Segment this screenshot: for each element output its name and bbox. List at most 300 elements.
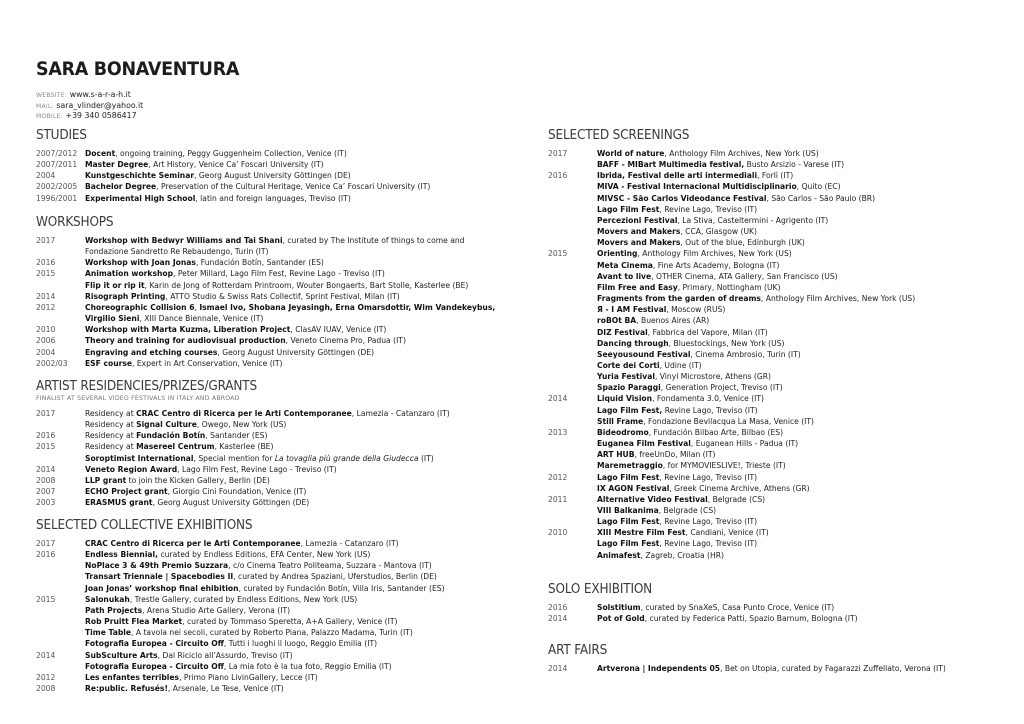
section-art-fairs: [548, 643, 988, 674]
entry-title: Workshop with Joan Jonas: [85, 258, 196, 268]
list-item: [548, 494, 988, 505]
entry-detail: , Fundación Bilbao Arte, Bilbao (ES): [648, 427, 784, 437]
entry-year: 2014: [36, 650, 56, 660]
list-item: [36, 235, 516, 246]
list-item: [548, 527, 988, 538]
list-item: [36, 148, 516, 159]
entry-detail: , Georg August University Göttingen (DE): [194, 171, 351, 181]
entry-detail: , curated by Andrea Spaziani, Uferstudios, Berlin (DE): [233, 572, 437, 582]
entry-detail: Fondazione Sandretto Re Rebaudengo, Turin (IT): [85, 247, 269, 257]
entry-title: MIVA - Festival Internacional Multidisciplinario: [597, 182, 797, 192]
entry-year: 2008: [36, 475, 56, 485]
entry-title: Artverona | Independents 05: [597, 664, 721, 673]
entry-detail: , Fine Arts Academy, Bologna (IT): [652, 260, 780, 270]
entry-detail: , Revine Lago, Treviso (IT): [659, 539, 758, 549]
list-item: [36, 538, 516, 549]
entry-year: 2017: [36, 236, 56, 245]
list-item: [36, 497, 516, 508]
entry-detail: , Greek Cinema Archive, Athens (GR): [669, 483, 810, 493]
entry-year: 2012: [36, 672, 56, 682]
entry-title: Pot of Gold: [597, 614, 645, 624]
list-item: [36, 419, 516, 430]
entry-year: 2013: [548, 427, 568, 437]
list-item: [548, 271, 988, 282]
section-collective-exhibitions: [36, 518, 516, 694]
entry-detail: Revine Lago, Treviso (IT): [662, 405, 758, 415]
entry-detail: , Fabbrica del Vapore, Milan (IT): [647, 327, 768, 337]
entry-year: 2010: [36, 325, 56, 335]
list-item: [36, 486, 516, 497]
entry-text: [36, 348, 374, 357]
entry-title: Bachelor Degree: [85, 182, 157, 192]
section-workshops: [36, 215, 516, 369]
entry-title: Lago Film Fest: [597, 539, 660, 549]
entry-detail: , A tavola nei secoli, curated by Roberto Piana, Palazzo Madama, Turin (IT): [131, 628, 413, 638]
list-item: [548, 204, 988, 215]
entry-list: [548, 663, 988, 674]
entry-title: MIVSC - São Carlos Videodance Festival: [597, 193, 767, 203]
entry-detail: , Santander (ES): [205, 431, 268, 441]
list-item: [36, 246, 516, 257]
entry-title: Seeyousound Festival: [597, 349, 691, 359]
entry-detail: , Revine Lago, Treviso (IT): [659, 517, 758, 527]
list-item: [548, 393, 988, 404]
entry-text: [548, 372, 771, 381]
entry-detail: , Veneto Cinema Pro, Padua (IT): [285, 336, 406, 346]
entry-detail: , Georg August University Göttingen (DE): [217, 347, 375, 357]
entry-detail: , Revine Lago, Treviso (IT): [659, 204, 758, 214]
list-item: [36, 291, 516, 302]
list-item: [548, 248, 988, 259]
entry-detail: , Cinema Ambrosio, Turin (IT): [690, 349, 801, 359]
list-item: [548, 226, 988, 237]
entry-list: [36, 408, 516, 508]
list-item: [36, 475, 516, 486]
entry-year: 2002/2005: [36, 182, 78, 192]
entry-title: CRAC Centro di Ricerca per le Arti Contemporanee: [85, 539, 301, 548]
list-item: [548, 315, 988, 326]
entry-year: 2017: [548, 149, 568, 158]
entry-title: VIII Balkanima: [597, 506, 659, 515]
list-item: [36, 672, 516, 683]
list-item: [548, 360, 988, 371]
list-item: [548, 148, 988, 159]
list-item: [548, 193, 988, 204]
list-item: [548, 538, 988, 549]
entry-text: [36, 336, 406, 345]
entry-text: [36, 182, 430, 191]
entry-title: Path Projects: [85, 605, 143, 615]
entry-detail: , Kasterlee (BE): [214, 442, 274, 452]
entry-list: [36, 148, 516, 204]
entry-detail: , ClasAV IUAV, Venice (IT): [290, 325, 387, 335]
entry-detail: Residency at: [85, 409, 137, 418]
list-item: [36, 549, 516, 560]
entry-title: Yuria Festival: [597, 372, 655, 382]
entry-text: [548, 283, 781, 292]
entry-detail: , freeUnDo, Milan (IT): [634, 450, 716, 460]
list-item: [548, 159, 988, 170]
list-item: [36, 616, 516, 627]
contact-info: [36, 90, 336, 122]
entry-text: [548, 361, 702, 370]
entry-detail: , curated by Fundación Botín, Villa Iris, Santander (ES): [238, 583, 445, 593]
list-item: [36, 661, 516, 672]
list-item: [36, 571, 516, 582]
entry-text: [548, 450, 715, 459]
list-item: [548, 327, 988, 338]
entry-detail: , for MYMOVIESLIVE!, Trieste (IT): [662, 461, 786, 471]
entry-text: [36, 628, 413, 637]
entry-title: Workshop with Marta Kuzma, Liberation Project: [85, 325, 291, 335]
entry-title: Engraving and etching courses: [85, 347, 218, 357]
entry-detail: , Revine Lago, Treviso (IT): [659, 472, 758, 482]
entry-year: 2015: [548, 249, 568, 259]
entry-title: Virgilio Sieni: [85, 314, 140, 324]
list-item: [548, 472, 988, 483]
section-title: WORKSHOPS: [36, 215, 114, 230]
entry-detail: , Preservation of the Cultural Heritage, Venice Ca’ Foscari University (IT): [156, 182, 431, 192]
entry-year: 2006: [36, 336, 56, 346]
entry-title: World of nature: [597, 149, 665, 158]
entry-title: Soroptimist International: [85, 453, 194, 463]
entry-detail: , c/o Cinema Teatro Politeama, Suzzara - Mantova (IT): [228, 561, 432, 571]
entry-text: [36, 561, 432, 570]
entry-title: Solstitium: [597, 603, 641, 612]
list-item: [36, 181, 516, 192]
list-item: [36, 358, 516, 369]
contact-label: WEBSITE:: [36, 92, 68, 99]
entry-year: 2007/2012: [36, 149, 78, 158]
entry-text: [36, 454, 434, 463]
list-item: [548, 382, 988, 393]
entry-year: 2012: [36, 302, 56, 312]
list-item: [36, 464, 516, 475]
entry-detail: , Giorgio Cini Foundation, Venice (IT): [167, 487, 307, 497]
entry-title: Master Degree: [85, 160, 149, 170]
entry-title: Risograph Printing: [85, 291, 166, 301]
list-item: [36, 302, 516, 313]
entry-text: [36, 662, 392, 671]
entry-title: Я - I AM Festival: [597, 305, 667, 315]
entry-detail: , Lago Film Fest, Revine Lago - Treviso (IT): [177, 464, 337, 474]
entry-text: [548, 305, 725, 314]
entry-detail: , Anthology Film Archives, New York (US): [637, 249, 792, 259]
entry-detail: Residency at: [85, 420, 137, 430]
entry-title: Lago Film Fest: [597, 204, 660, 214]
entry-title: Fotografia Europea - Circuito Off: [85, 639, 224, 649]
entry-text: [36, 269, 385, 278]
list-item: [36, 627, 516, 638]
entry-year: 2014: [36, 464, 56, 474]
entry-title: NoPlace 3 & 49th Premio Suzzara: [85, 561, 229, 571]
entry-text: [548, 339, 784, 348]
entry-text: [548, 194, 875, 203]
entry-detail: , curated by SnaXeS, Casa Punto Croce, Venice (IT): [640, 603, 835, 612]
entry-detail: , Vinyl Microstore, Athens (GR): [654, 372, 771, 382]
entry-list: [548, 148, 988, 561]
entry-detail: , XIII Dance Biennale, Venice (IT): [139, 314, 264, 324]
entry-detail: , Euganean Hills - Padua (IT): [690, 439, 799, 449]
entry-detail: , Bet on Utopia, curated by Fagarazzi Zuffellato, Verona (IT): [720, 664, 946, 673]
entry-detail: , Belgrade (CS): [658, 506, 717, 515]
contact-website: [36, 90, 336, 101]
entry-text: [36, 539, 399, 548]
entry-text: [548, 664, 946, 673]
entry-detail: , Fondazione Bevilacqua La Masa, Venice (IT): [643, 416, 815, 426]
list-item: [36, 430, 516, 441]
entry-text: [548, 517, 757, 526]
list-item: [548, 170, 988, 181]
entry-text: [548, 439, 798, 448]
entry-text: [36, 639, 377, 648]
entry-title: Rob Pruitt Flea Market: [85, 617, 183, 627]
list-item: [548, 416, 988, 427]
entry-title: Lago Film Fest: [597, 517, 660, 527]
entry-detail: Residency at: [85, 442, 137, 452]
entry-detail: , Anthology Film Archives, New York (US): [664, 149, 819, 158]
entry-year: 2017: [36, 539, 56, 548]
entry-title: LLP grant: [85, 475, 127, 485]
entry-text: [548, 406, 758, 415]
entry-text: [548, 328, 768, 337]
contact-mail: [36, 101, 336, 112]
entry-title: BAFF - MIBart Multimedia festival,: [597, 160, 745, 170]
entry-text: [36, 550, 370, 559]
list-item: [36, 268, 516, 279]
entry-title: ECHO Project grant: [85, 487, 168, 497]
website-link[interactable]: www.s-a-r-a-h.it: [69, 90, 131, 99]
entry-year: 2016: [548, 603, 568, 612]
entry-text: [36, 281, 468, 290]
entry-title: Alternative Video Festival: [597, 494, 708, 504]
list-item: [548, 483, 988, 494]
list-item: [36, 193, 516, 204]
entry-detail: , Belgrade (CS): [707, 494, 766, 504]
list-item: [548, 405, 988, 416]
list-item: [36, 441, 516, 452]
entry-year: 2003: [36, 498, 56, 508]
entry-title: Movers and Makers: [597, 227, 681, 237]
entry-title: Kunstgeschichte Seminar: [85, 171, 195, 181]
list-item: [548, 237, 988, 248]
entry-detail: to join the Kicken Gallery, Berlin (DE): [126, 475, 270, 485]
entry-year: 2007/2011: [36, 160, 78, 170]
entry-title: Endless Biennial,: [85, 550, 159, 560]
entry-title: ART HUB: [597, 450, 635, 460]
entry-text: [36, 572, 437, 581]
entry-detail: , Dal Riciclo all’Assurdo, Treviso (IT): [157, 650, 293, 660]
entry-title: IX AGON Festival: [597, 483, 670, 493]
entry-detail: , Forlì (IT): [757, 171, 794, 181]
list-item: [548, 427, 988, 438]
entry-title: Docent: [85, 149, 116, 158]
phone-number: +39 340 0586417: [65, 111, 137, 121]
contact-label: MAIL:: [36, 102, 54, 110]
entry-list: [36, 538, 516, 694]
list-item: [548, 449, 988, 460]
entry-text: [548, 539, 757, 548]
list-item: [548, 293, 988, 304]
list-item: [548, 550, 988, 561]
list-item: [548, 663, 988, 674]
list-item: [548, 602, 988, 613]
entry-detail: , curated by Federica Patti, Spazio Barnum, Bologna (IT): [644, 614, 858, 624]
entry-text: [548, 551, 724, 560]
section-title: STUDIES: [36, 128, 87, 143]
section-title: SELECTED SCREENINGS: [548, 128, 690, 143]
entry-text: [548, 182, 841, 191]
entry-text: [36, 420, 286, 429]
entry-title: Joan Jonas’ workshop final ehibition: [85, 583, 239, 593]
entry-detail: , Moscow (RUS): [666, 305, 726, 315]
entry-detail: Busto Arsizio - Varese (IT): [744, 160, 845, 170]
entry-text: [36, 247, 269, 256]
entry-year: 2004: [36, 347, 56, 357]
entry-title: DIZ Festival: [597, 327, 648, 337]
list-item: [36, 159, 516, 170]
entry-title: Corte dei Corti: [597, 360, 660, 370]
entry-list: [36, 235, 516, 369]
list-item: [548, 516, 988, 527]
entry-detail: , Udine (IT): [659, 360, 702, 370]
entry-text: [548, 238, 805, 247]
entry-text: [36, 584, 445, 593]
entry-detail: , Art History, Venice Ca’ Foscari University (IT): [148, 160, 324, 170]
entry-year: 2011: [548, 494, 568, 504]
entry-detail: , Lamezia - Catanzaro (IT): [300, 539, 399, 548]
entry-detail: , Expert in Art Conservation, Venice (IT): [132, 358, 283, 368]
section-subtitle: FINALIST AT SEVERAL VIDEO FESTIVALS IN ITALY AND ABROAD: [36, 395, 240, 402]
entry-detail: , Anthology Film Archives, New York (US): [760, 294, 916, 304]
entry-detail: , Special mention for: [193, 453, 275, 463]
entry-year: 2017: [36, 409, 56, 418]
list-item: [548, 338, 988, 349]
entry-text: [548, 417, 814, 426]
list-item: [548, 181, 988, 192]
entry-title: Animafest: [597, 550, 641, 560]
list-item: [36, 594, 516, 605]
entry-title: ERASMUS grant: [85, 498, 153, 508]
entry-detail: , Trestle Gallery, curated by Endless Editions, New York (US): [129, 594, 358, 604]
email-link[interactable]: sara_vlinder@yahoo.it: [56, 100, 144, 110]
entry-detail: , Lamezia - Catanzaro (IT): [351, 409, 450, 418]
entry-detail: , Primo Piano LivinGallery, Lecce (IT): [179, 672, 318, 682]
entry-title: Avant to live: [597, 271, 652, 281]
entry-title: Experimental High School: [85, 193, 196, 203]
section-title: SOLO EXHIBITION: [548, 582, 653, 597]
entry-detail: , curated by Tommaso Speretta, A+A Gallery, Venice (IT): [182, 617, 398, 627]
entry-title: Dancing through: [597, 338, 669, 348]
entry-text: [548, 205, 757, 214]
list-item: [36, 453, 516, 464]
section-title: SELECTED COLLECTIVE EXHIBITIONS: [36, 518, 253, 533]
list-item: [36, 313, 516, 324]
entry-title: SubSculture Arts: [85, 650, 158, 660]
entry-title: Fotografia Europea - Circuito Off: [85, 661, 224, 671]
entry-title: Re:public. Refusés!: [85, 684, 168, 694]
list-item: [36, 605, 516, 616]
entry-title: Euganea Film Festival: [597, 439, 691, 449]
list-item: [548, 371, 988, 382]
entry-year: 2007: [36, 487, 56, 497]
contact-mobile: [36, 111, 336, 122]
section-residencies: [36, 379, 516, 508]
list-item: [548, 260, 988, 271]
list-item: [36, 650, 516, 661]
entry-detail: , São Carlos - São Paulo (BR): [766, 193, 876, 203]
entry-year: 2004: [36, 171, 56, 181]
entry-text: [548, 484, 810, 493]
entry-title: Movers and Makers: [597, 238, 681, 248]
section-solo-exhibition: [548, 582, 988, 624]
entry-text: [548, 216, 828, 225]
entry-detail: , Quito (EC): [796, 182, 841, 192]
entry-title: Lago Film Fest: [597, 472, 660, 482]
entry-title: roBOt BA: [597, 316, 637, 326]
list-item: [36, 347, 516, 358]
list-item: [548, 282, 988, 293]
entry-text: [548, 160, 844, 169]
entry-title: Animation workshop: [85, 269, 174, 279]
entry-list: [548, 602, 988, 624]
entry-detail: , Owego, New York (US): [196, 420, 287, 430]
entry-title: Theory and training for audiovisual production: [85, 336, 286, 346]
list-item: [548, 215, 988, 226]
entry-text: [548, 227, 757, 236]
cv-name: SARA BONAVENTURA: [36, 58, 240, 80]
list-item: [36, 335, 516, 346]
entry-year: 2012: [548, 472, 568, 482]
entry-year: 2016: [36, 431, 56, 441]
entry-detail: , Tutti i luoghi il luogo, Reggio Emilia (IT): [223, 639, 378, 649]
entry-title: Liquid Vision: [597, 394, 653, 404]
entry-text: [36, 595, 357, 604]
entry-year: 2016: [36, 550, 56, 560]
entry-detail: , ongoing training, Peggy Guggenheim Collection, Venice (IT): [115, 149, 347, 158]
entry-detail: , latin and foreign languages, Treviso (IT): [195, 193, 351, 203]
entry-year: 2014: [548, 394, 568, 404]
entry-year: 2010: [548, 528, 568, 538]
entry-text: [548, 316, 709, 325]
entry-detail: , Buenos Aires (AR): [636, 316, 710, 326]
entry-text: [548, 272, 838, 281]
entry-title: Fundación Botín: [136, 431, 206, 441]
entry-year: 2014: [548, 614, 568, 624]
entry-text: [548, 506, 716, 515]
entry-title: Veneto Region Award: [85, 464, 178, 474]
entry-year: 2015: [36, 442, 56, 452]
list-item: [36, 560, 516, 571]
entry-text: [36, 292, 400, 301]
list-item: [548, 460, 988, 471]
entry-year: 1996/2001: [36, 193, 78, 203]
entry-title: Spazio Paraggi: [597, 383, 661, 393]
entry-detail: curated by Endless Editions, EFA Center, New York (US): [158, 550, 371, 560]
entry-title: Les enfantes terribles: [85, 672, 180, 682]
entry-detail: , Candiani, Venice (IT): [685, 528, 769, 538]
entry-title: ESF course: [85, 358, 133, 368]
entry-title: Signal Culture: [136, 420, 197, 430]
entry-year: 2015: [36, 269, 56, 279]
entry-detail: , La mia foto è la tua foto, Reggio Emilia (IT): [223, 661, 392, 671]
section-screenings: [548, 128, 988, 561]
entry-detail: , Fundación Botín, Santander (ES): [195, 258, 324, 268]
entry-detail: , Out of the blue, Edinburgh (UK): [680, 238, 805, 248]
entry-detail: , Primary, Nottingham (UK): [677, 282, 781, 292]
list-item: [36, 170, 516, 181]
entry-year: 2015: [36, 594, 56, 604]
